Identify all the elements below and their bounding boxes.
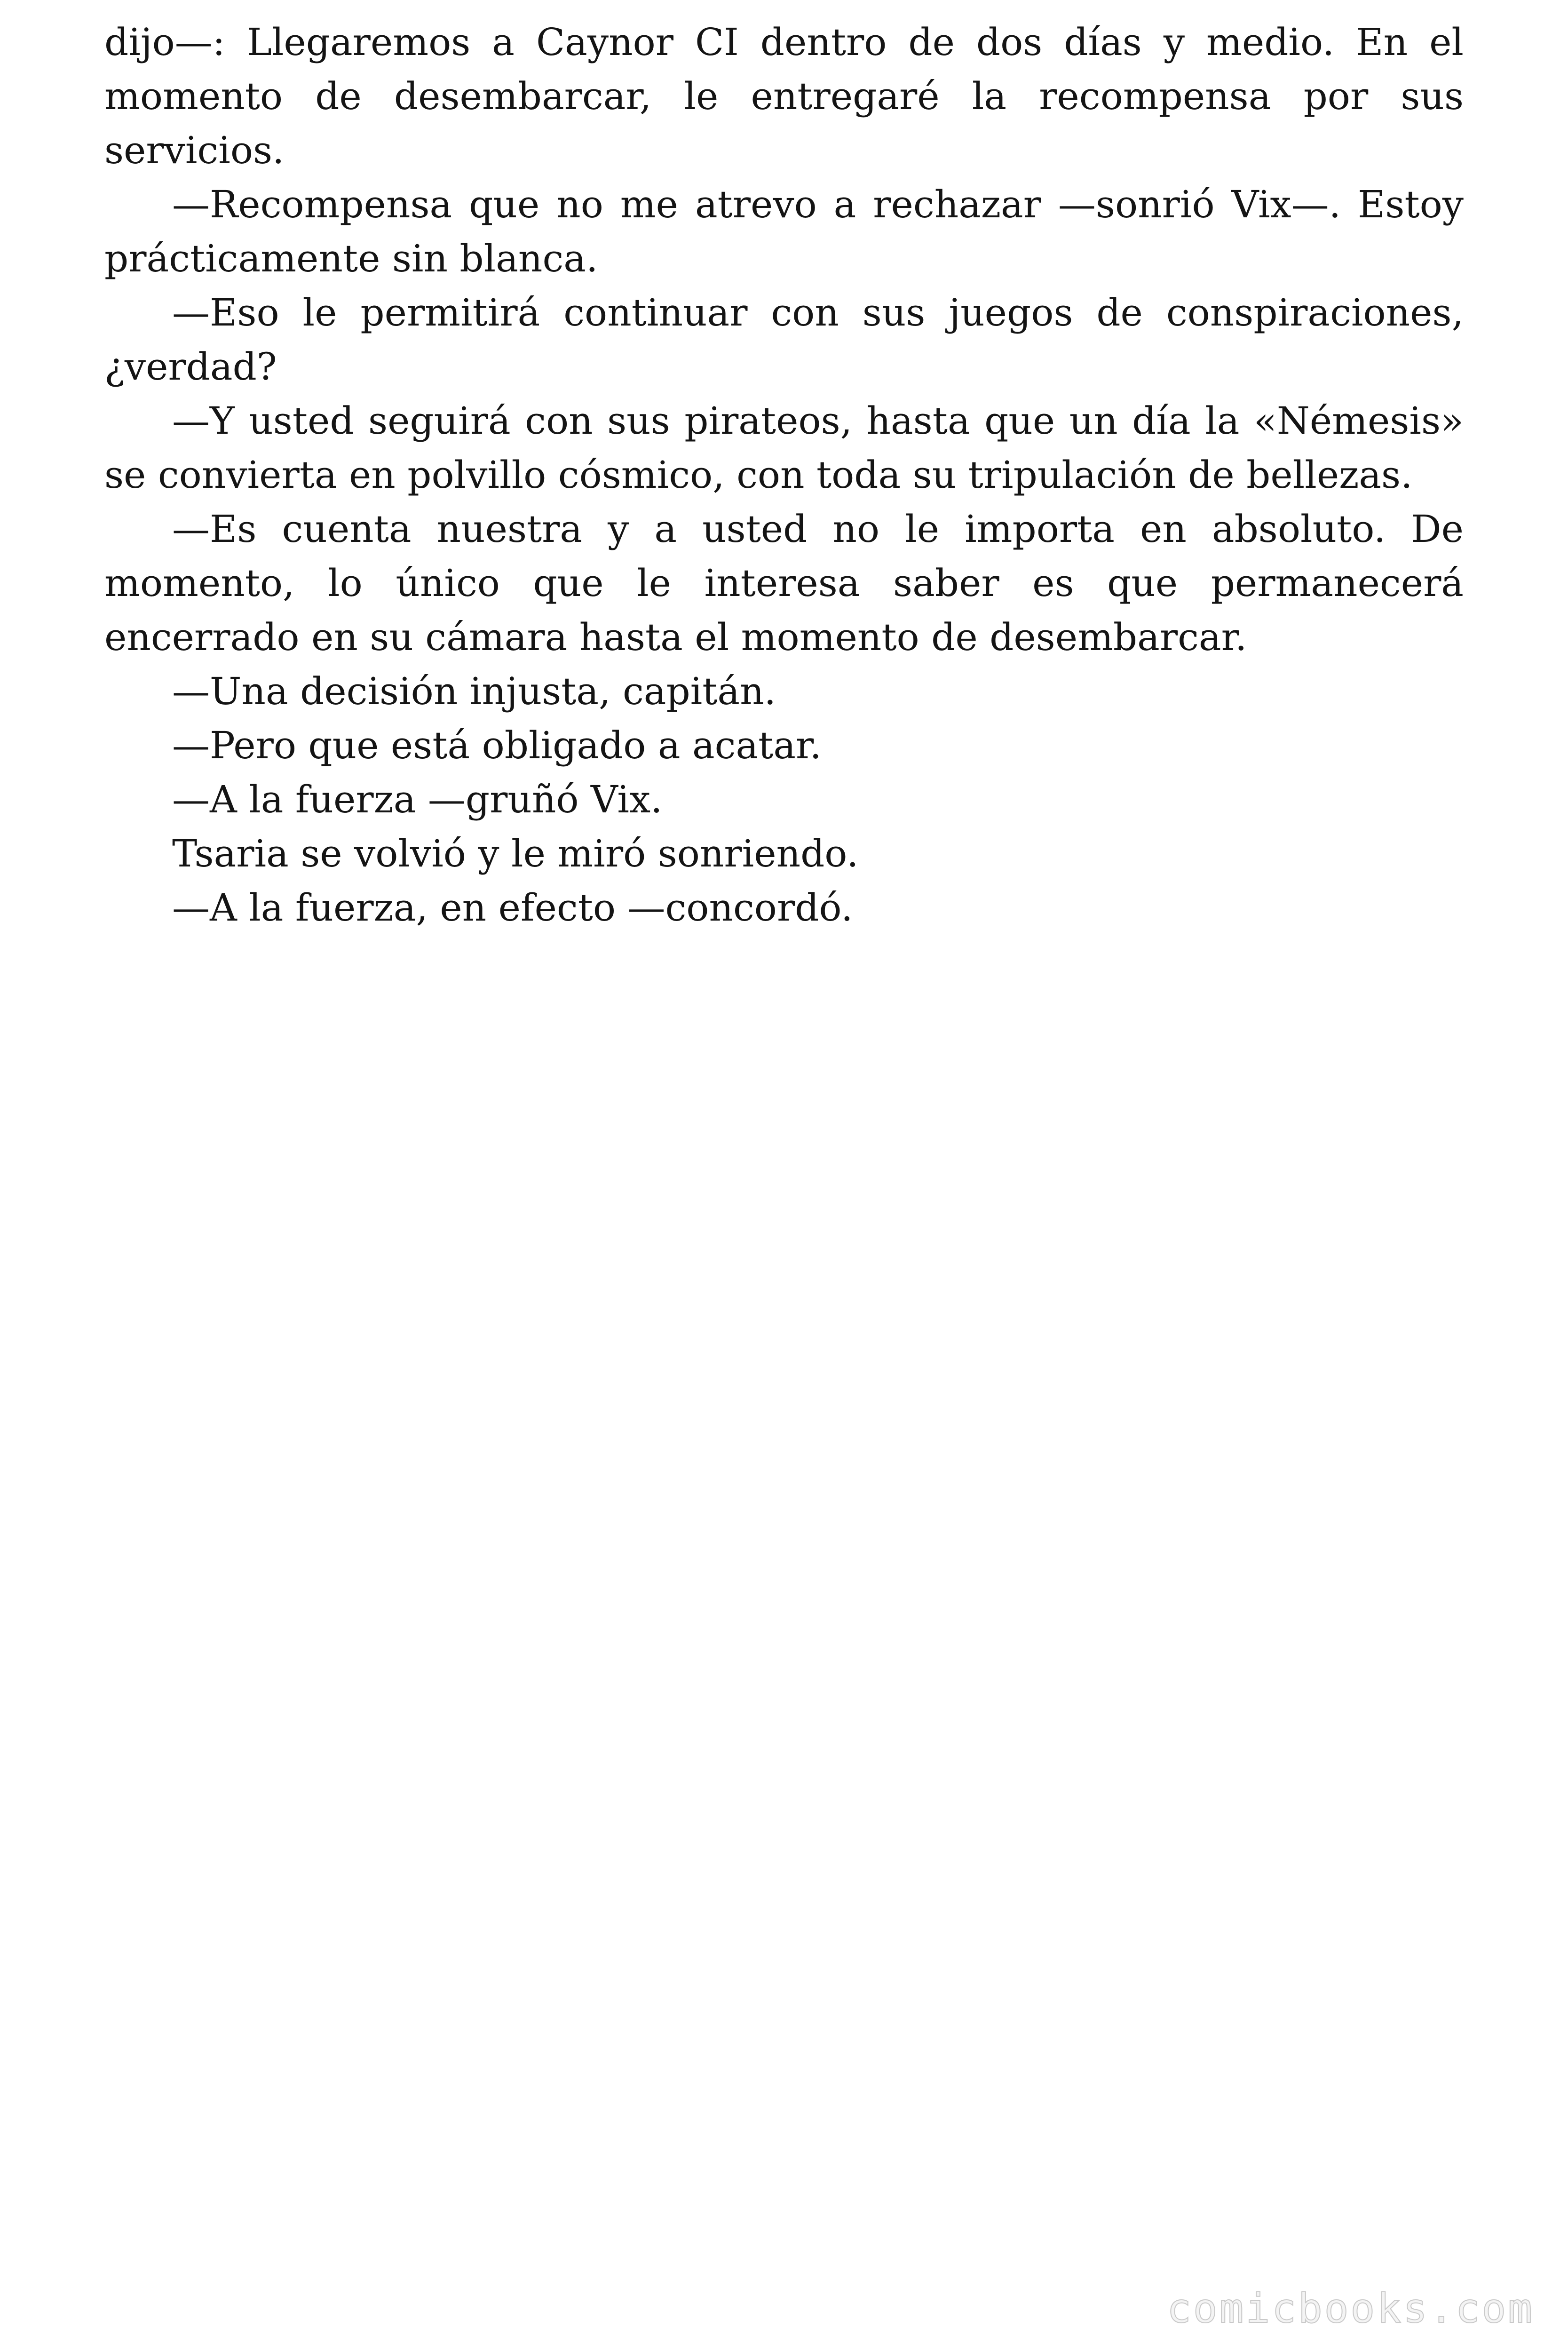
paragraph-5: —Es cuenta nuestra y a usted no le importa en absoluto. De momento, lo único que le interesa saber es que permanecerá encerrado en su cámara hasta el momento de desembarcar. xyxy=(104,507,1464,659)
book-page xyxy=(104,15,1464,935)
paragraph-9: Tsaria se volvió y le miró sonriendo. xyxy=(172,832,859,875)
paragraph-7: —Pero que está obligado a acatar. xyxy=(172,723,822,767)
paragraph-2: —Recompensa que no me atrevo a rechazar —sonrió Vix—. Estoy prácticamente sin blanca. xyxy=(104,183,1464,280)
paragraph-6: —Una decisión injusta, capitán. xyxy=(172,669,776,713)
paragraph-8: —A la fuerza —gruñó Vix. xyxy=(172,778,663,821)
paragraph-3: —Eso le permitirá continuar con sus juegos de conspiraciones, ¿verdad? xyxy=(104,291,1464,389)
paragraph-4: —Y usted seguirá con sus pirateos, hasta que un día la «Némesis» se convierta en polvillo cósmico, con toda su tripulación de bellezas. xyxy=(104,399,1464,497)
paragraph-1: dijo—: Llegaremos a Caynor CI dentro de dos días y medio. En el momento de desembarcar, le entregaré la recompensa por sus servicios. xyxy=(104,20,1464,172)
watermark-text: comicbooks.com xyxy=(1167,2285,1534,2332)
paragraph-10: —A la fuerza, en efecto —concordó. xyxy=(172,886,853,930)
